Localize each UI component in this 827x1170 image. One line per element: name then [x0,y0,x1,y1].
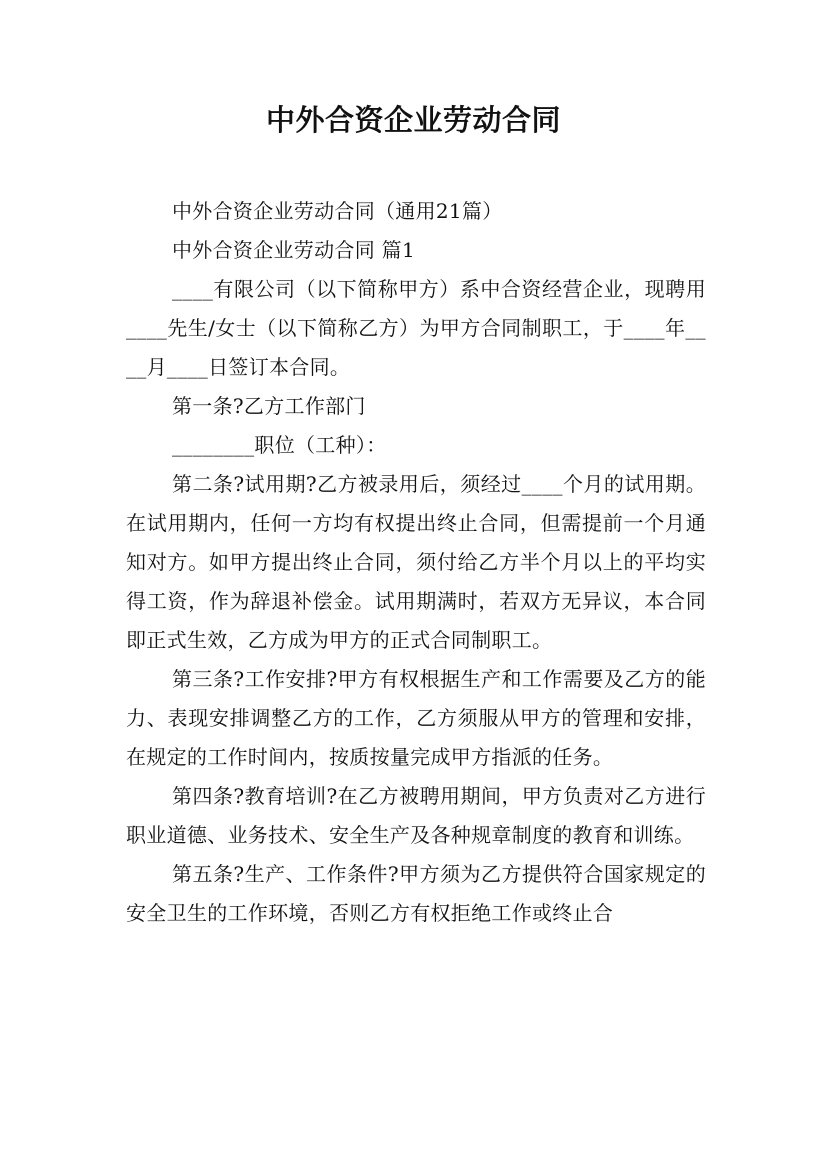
document-body [126,192,706,933]
position-paragraph: ________职位（工种）： [172,433,387,457]
article-4-paragraph: 第四条?教育培训?在乙方被聘用期间，甲方负责对乙方进行职业道德、业务技术、安全生产及各种规章制度的教育和训练。 [126,784,706,847]
subtitle-paragraph: 中外合资企业劳动合同（通用21篇） [172,199,503,223]
article-2-paragraph: 第二条?试用期?乙方被录用后，须经过____个月的试用期。在试用期内，任何一方均有权提出终止合同，但需提前一个月通知对方。如甲方提出终止合同，须付给乙方半个月以上的平均实得工资，作为辞退补偿金。试用期满时，若双方无异议，本合同即正式生效，乙方成为甲方的正式合同制职工。 [126,472,706,652]
article-3-paragraph: 第三条?工作安排?甲方有权根据生产和工作需要及乙方的能力、表现安排调整乙方的工作，乙方须服从甲方的管理和安排，在规定的工作时间内，按质按量完成甲方指派的任务。 [126,667,706,769]
article-5-paragraph: 第五条?生产、工作条件?甲方须为乙方提供符合国家规定的安全卫生的工作环境，否则乙方有权拒绝工作或终止合 [126,862,706,925]
preamble-paragraph: ____有限公司（以下简称甲方）系中合资经营企业，现聘用____先生/女士（以下简称乙方）为甲方合同制职工，于____年____月____日签订本合同。 [126,277,706,379]
section-heading: 中外合资企业劳动合同 篇1 [172,238,415,262]
document-title: 中外合资企业劳动合同 [265,103,561,137]
article-1-paragraph: 第一条?乙方工作部门 [172,394,366,418]
